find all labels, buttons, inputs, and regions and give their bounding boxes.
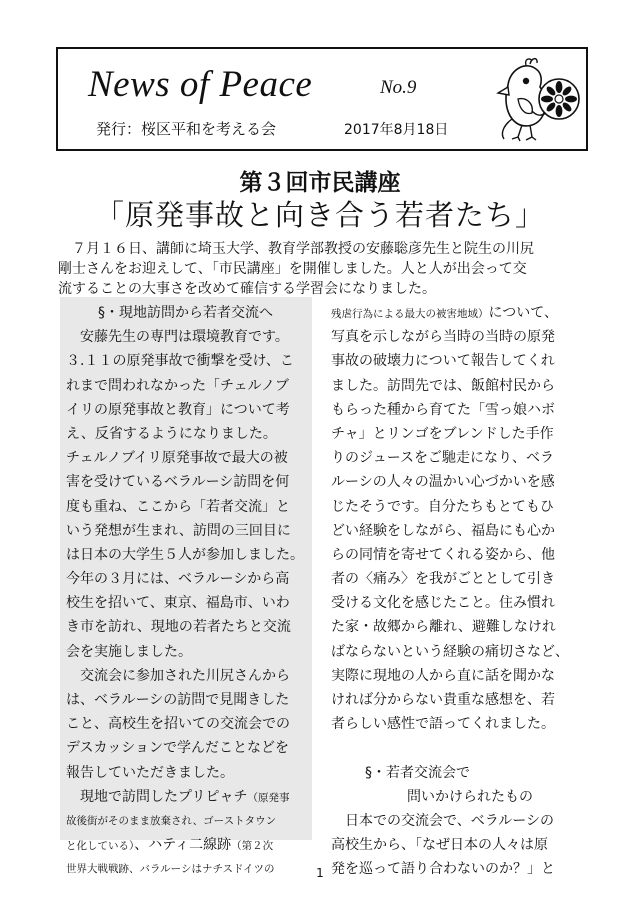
right-line-note: 残虐行為による最大の被害地域） bbox=[331, 308, 489, 320]
right-line: どい経験をしながら、福島にも心か bbox=[331, 522, 555, 539]
left-line: き市を訪れ、現地の若者たちと交流 bbox=[66, 619, 291, 636]
right-line: 日本での交流会で、ベラルーシの bbox=[331, 812, 555, 829]
issue-number: No.9 bbox=[380, 77, 417, 98]
intro-line: ７月１６日、講師に埼玉大学、教育学部教授の安藤聡彦先生と院生の川尻 bbox=[58, 241, 534, 257]
right-line: 高校生から、「なぜ日本の人々は原 bbox=[331, 837, 548, 854]
left-line: れまで問われなかった「チェルノブ bbox=[66, 377, 290, 394]
lecture-subtitle: 第３回市民講座 bbox=[239, 170, 401, 196]
right-line: 写真を示しながら当時の当時の原発 bbox=[331, 329, 555, 346]
left-line-note: （第２次 bbox=[231, 840, 274, 853]
left-line-note: （原発事 bbox=[247, 791, 290, 804]
lecture-title: 「原発事故と向き合う若者たち」 bbox=[94, 198, 545, 232]
left-line bbox=[66, 833, 318, 857]
right-line: 事故の破壊力について報告してくれ bbox=[331, 353, 555, 370]
right-column bbox=[331, 297, 587, 878]
right-line: 実際に現地の人から直に話を聞かな bbox=[331, 667, 555, 684]
left-line-main: 、ハティ二線跡 bbox=[134, 837, 232, 854]
intro-paragraph bbox=[58, 239, 590, 299]
left-line: は日本の大学生５人が参加しました。 bbox=[66, 546, 304, 563]
right-line bbox=[331, 301, 587, 325]
blank-line bbox=[331, 736, 587, 760]
left-line-main: 現地で訪問したプリピャチ bbox=[66, 788, 248, 805]
left-line: 交流会に参加された川尻さんから bbox=[66, 667, 290, 684]
masthead-box bbox=[56, 47, 588, 151]
left-line: 校生を招いて、東京、福島市、いわ bbox=[66, 595, 290, 612]
left-line: 害を受けているベラルーシ訪問を何 bbox=[66, 474, 290, 491]
right-line: ルーシの人々の温かい心づかいを感 bbox=[331, 474, 555, 491]
right-line: 者の〈痛み〉を我がごととして引き bbox=[331, 571, 555, 588]
publisher: 発行：桜区平和を考える会 bbox=[96, 120, 277, 138]
left-column bbox=[60, 297, 312, 876]
section-heading: §・若者交流会で bbox=[365, 764, 470, 781]
right-line: た家・故郷から離れ、避難しなけれ bbox=[331, 619, 556, 636]
left-line: 安藤先生の専門は環境教育です。 bbox=[66, 329, 289, 346]
left-line: ３.１１の原発事故で衝撃を受け、こ bbox=[66, 353, 294, 370]
left-line: 今年の３月には、ベラルーシから高 bbox=[66, 571, 290, 588]
right-line: らの同情を寄せてくれる姿から、他 bbox=[331, 546, 555, 563]
left-line: 度も重ね、ここから「若者交流」と bbox=[66, 498, 290, 515]
newsletter-title: News of Peace bbox=[88, 64, 313, 105]
right-line: 受ける文化を感じたこと。住み慣れ bbox=[331, 595, 555, 612]
left-line-note: と化している） bbox=[66, 840, 135, 853]
right-line: もらった種から育てた「雪っ娘ハボ bbox=[331, 401, 555, 418]
left-line bbox=[66, 785, 318, 809]
left-line: 報告していただきました。 bbox=[66, 764, 234, 781]
section-heading: 問いかけられたもの bbox=[407, 788, 533, 805]
left-line: イリの原発事故と教育」について考 bbox=[66, 401, 290, 418]
left-line: は、ベラルーシの訪問で見聞きした bbox=[66, 692, 290, 708]
right-line: りのジュースをご馳走になり、ベラ bbox=[331, 450, 555, 467]
right-line: ければ分からない貴重な感想を、若 bbox=[331, 692, 555, 708]
left-line-note: 故後街がそのまま放棄され、ゴーストタウン bbox=[66, 814, 277, 827]
right-line-main: について、 bbox=[488, 305, 558, 321]
left-line: デスカッションで学んだことなどを bbox=[66, 740, 290, 757]
right-line: ました。訪問先では、飯館村民から bbox=[331, 377, 555, 394]
intro-line: 流することの大事さを改めて確信する学習会になりました。 bbox=[58, 281, 436, 297]
left-line: いう発想が生まれ、訪問の三回目に bbox=[66, 522, 291, 539]
publish-date: 2017年8月18日 bbox=[344, 122, 449, 138]
left-line: こと、高校生を招いての交流会での bbox=[66, 716, 290, 733]
right-line: 者らしい感性で語ってくれました。 bbox=[331, 716, 555, 733]
bird-holding-flower-icon bbox=[496, 55, 582, 145]
right-line: 発を巡って語り合わないのか？」と bbox=[331, 861, 555, 878]
intro-line: 剛士さんをお迎えして、「市民講座」を開催しました。人と人が出会って交 bbox=[58, 261, 527, 277]
left-line: 会を実施しました。 bbox=[66, 643, 192, 660]
left-line: チェルノブイリ原発事故で最大の被 bbox=[66, 450, 288, 467]
page-number: 1 bbox=[316, 866, 324, 880]
section-heading: §・現地訪問から若者交流へ bbox=[98, 305, 273, 321]
left-line: え、反省するようになりました。 bbox=[66, 425, 277, 442]
right-line: じたそうです。自分たちもとてもひ bbox=[331, 498, 554, 515]
left-line-note: 世界大戦戦跡、バラルーシはナチスドイツの bbox=[66, 863, 275, 876]
right-line: チャ」とリンゴをブレンドした手作 bbox=[331, 425, 554, 442]
right-line: ばならないという経験の痛切さなど、 bbox=[331, 643, 569, 660]
